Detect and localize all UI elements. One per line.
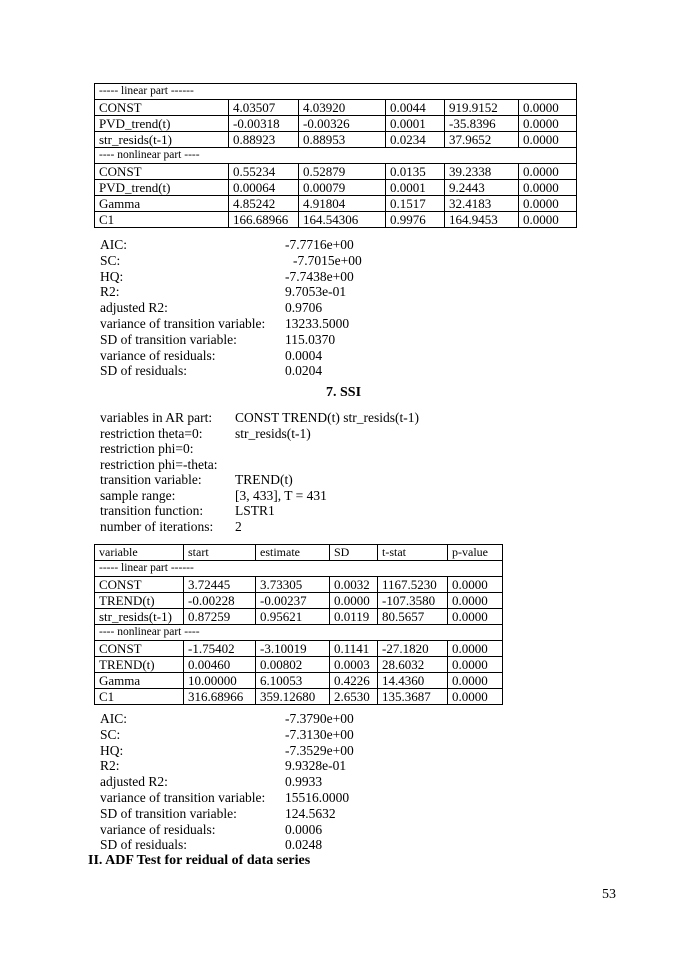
table-cell: 0.9976 bbox=[386, 212, 445, 228]
table-cell: 0.0000 bbox=[448, 577, 503, 593]
page-number: 53 bbox=[602, 887, 616, 902]
table-cell: -107.3580 bbox=[378, 593, 448, 609]
stat-value: 9.7053e-01 bbox=[285, 284, 347, 300]
stat-label: SD of transition variable: bbox=[100, 805, 237, 821]
table-cell: 0.00460 bbox=[184, 657, 256, 673]
table-cell: C1 bbox=[95, 212, 229, 228]
table-cell: 10.00000 bbox=[184, 673, 256, 689]
spec-value: str_resids(t-1) bbox=[235, 425, 311, 441]
table-cell: PVD_trend(t) bbox=[95, 116, 229, 132]
table-cell: 9.2443 bbox=[445, 180, 519, 196]
table-cell: 4.85242 bbox=[229, 196, 299, 212]
spec-label: variables in AR part: bbox=[100, 410, 213, 425]
table-cell: 80.5657 bbox=[378, 609, 448, 625]
table-cell: 4.91804 bbox=[299, 196, 386, 212]
table-cell: PVD_trend(t) bbox=[95, 180, 229, 196]
table-cell: 0.00079 bbox=[299, 180, 386, 196]
table-cell: 0.88953 bbox=[299, 132, 386, 148]
table-cell: 0.88923 bbox=[229, 132, 299, 148]
table-cell: Gamma bbox=[95, 673, 184, 689]
section-label-row bbox=[95, 84, 577, 100]
table-cell: 0.0000 bbox=[519, 180, 577, 196]
table-cell: 0.0001 bbox=[386, 116, 445, 132]
table-row bbox=[95, 673, 503, 689]
table-row bbox=[95, 116, 577, 132]
table-cell: 0.0000 bbox=[519, 116, 577, 132]
stat-value: -7.3529e+00 bbox=[285, 742, 354, 758]
stat-label: adjusted R2: bbox=[100, 774, 168, 790]
stat-label: variance of residuals: bbox=[100, 821, 216, 837]
table-cell: 0.0000 bbox=[448, 657, 503, 673]
stat-label: variance of transition variable: bbox=[100, 789, 266, 805]
spec-value: [3, 433], T = 431 bbox=[235, 487, 327, 503]
column-header: estimate bbox=[256, 545, 330, 561]
stat-value: -7.7438e+00 bbox=[285, 268, 354, 284]
column-header: SD bbox=[330, 545, 378, 561]
section-label-row bbox=[95, 561, 503, 577]
table-cell: 0.4226 bbox=[330, 673, 378, 689]
stat-label: variance of transition variable: bbox=[100, 315, 266, 331]
stat-label: variance of residuals: bbox=[100, 347, 216, 363]
column-header: p-value bbox=[448, 545, 503, 561]
table-cell: -35.8396 bbox=[445, 116, 519, 132]
table-cell: 0.0032 bbox=[330, 577, 378, 593]
table-cell: 0.0000 bbox=[330, 593, 378, 609]
spec-value: LSTR1 bbox=[235, 503, 275, 518]
section-label-row bbox=[95, 625, 503, 641]
table-cell: 0.00802 bbox=[256, 657, 330, 673]
table-cell: 6.10053 bbox=[256, 673, 330, 689]
stat-label: HQ: bbox=[100, 268, 124, 284]
table-cell: 0.0000 bbox=[448, 689, 503, 705]
table-cell: 0.0000 bbox=[448, 673, 503, 689]
table-cell: 14.4360 bbox=[378, 673, 448, 689]
column-header: start bbox=[184, 545, 256, 561]
table-cell: 0.0000 bbox=[448, 641, 503, 657]
stat-label: SD of residuals: bbox=[100, 837, 187, 853]
table-cell: 0.0000 bbox=[519, 132, 577, 148]
column-header: t-stat bbox=[378, 545, 448, 561]
stat-value: -7.7716e+00 bbox=[285, 237, 354, 252]
table-cell: 0.0234 bbox=[386, 132, 445, 148]
stat-value: 13233.5000 bbox=[285, 315, 350, 331]
linear-part-label: ----- linear part ------ bbox=[95, 561, 503, 577]
table-row bbox=[95, 100, 577, 116]
table-row bbox=[95, 577, 503, 593]
table-cell: 0.0003 bbox=[330, 657, 378, 673]
stat-value: 0.0248 bbox=[285, 837, 323, 853]
stat-value: -7.3130e+00 bbox=[285, 726, 354, 742]
table-row bbox=[95, 593, 503, 609]
table-cell: TREND(t) bbox=[95, 593, 184, 609]
table-header-row bbox=[95, 545, 503, 561]
stat-value: 115.0370 bbox=[285, 331, 336, 347]
table-cell: 0.0135 bbox=[386, 164, 445, 180]
table-cell: 39.2338 bbox=[445, 164, 519, 180]
table-cell: 0.1517 bbox=[386, 196, 445, 212]
stat-value: 9.9328e-01 bbox=[285, 758, 347, 774]
stat-label: SD of residuals: bbox=[100, 363, 187, 379]
table-cell: 164.54306 bbox=[299, 212, 386, 228]
table-cell: str_resids(t-1) bbox=[95, 132, 229, 148]
table-cell: 0.0001 bbox=[386, 180, 445, 196]
table-cell: Gamma bbox=[95, 196, 229, 212]
stat-value: 0.9706 bbox=[285, 300, 323, 316]
table-cell: 37.9652 bbox=[445, 132, 519, 148]
spec-label: restriction phi=0: bbox=[100, 441, 194, 456]
table-cell: 0.0000 bbox=[519, 212, 577, 228]
table-row bbox=[95, 132, 577, 148]
spec-label: transition variable: bbox=[100, 472, 202, 487]
table-cell: 0.1141 bbox=[330, 641, 378, 657]
table-cell: -3.10019 bbox=[256, 641, 330, 657]
stat-label: AIC: bbox=[100, 237, 127, 252]
stat-value: 0.9933 bbox=[285, 774, 323, 790]
spec-value: CONST TREND(t) str_resids(t-1) bbox=[235, 410, 419, 425]
table-cell: 0.95621 bbox=[256, 609, 330, 625]
stat-label: R2: bbox=[100, 284, 120, 300]
stat-label: SC: bbox=[100, 726, 121, 742]
table-cell: 0.0044 bbox=[386, 100, 445, 116]
table-cell: 32.4183 bbox=[445, 196, 519, 212]
table-cell: 0.0000 bbox=[519, 100, 577, 116]
section-7-title: 7. SSI bbox=[326, 385, 362, 400]
stat-value: 0.0006 bbox=[285, 821, 323, 837]
estimation-table-2 bbox=[94, 544, 503, 705]
table-cell: 316.68966 bbox=[184, 689, 256, 705]
table-cell: 919.9152 bbox=[445, 100, 519, 116]
table-cell: TREND(t) bbox=[95, 657, 184, 673]
table-cell: 0.0119 bbox=[330, 609, 378, 625]
table-cell: CONST bbox=[95, 641, 184, 657]
table-cell: -27.1820 bbox=[378, 641, 448, 657]
stat-value: -7.3790e+00 bbox=[285, 711, 354, 726]
table-cell: 0.55234 bbox=[229, 164, 299, 180]
table-cell: 3.72445 bbox=[184, 577, 256, 593]
table-cell: 0.0000 bbox=[519, 164, 577, 180]
table-cell: 4.03507 bbox=[229, 100, 299, 116]
table-row bbox=[95, 641, 503, 657]
stat-label: AIC: bbox=[100, 711, 127, 726]
table-cell: CONST bbox=[95, 577, 184, 593]
table-row bbox=[95, 689, 503, 705]
table-cell: 135.3687 bbox=[378, 689, 448, 705]
spec-value: TREND(t) bbox=[235, 472, 293, 487]
spec-label: restriction phi=-theta: bbox=[100, 456, 218, 472]
spec-label: number of iterations: bbox=[100, 518, 214, 534]
table-cell: 1167.5230 bbox=[378, 577, 448, 593]
table-cell: C1 bbox=[95, 689, 184, 705]
table-cell: 0.52879 bbox=[299, 164, 386, 180]
table-cell: -0.00326 bbox=[299, 116, 386, 132]
table-row bbox=[95, 212, 577, 228]
table-cell: -0.00318 bbox=[229, 116, 299, 132]
estimation-table-1 bbox=[94, 83, 577, 228]
stat-label: SC: bbox=[100, 252, 121, 268]
table-cell: 3.73305 bbox=[256, 577, 330, 593]
stat-label: HQ: bbox=[100, 742, 124, 758]
spec-label: restriction theta=0: bbox=[100, 425, 203, 441]
spec-label: transition function: bbox=[100, 503, 204, 518]
stat-value: 15516.0000 bbox=[285, 789, 350, 805]
table-row bbox=[95, 609, 503, 625]
table-cell: 359.12680 bbox=[256, 689, 330, 705]
section-ii-title: II. ADF Test for reidual of data series bbox=[88, 853, 311, 868]
column-header: variable bbox=[95, 545, 184, 561]
nonlinear-part-label: ---- nonlinear part ---- bbox=[95, 148, 577, 164]
stat-value: 0.0204 bbox=[285, 363, 323, 379]
table-row bbox=[95, 164, 577, 180]
nonlinear-part-label: ---- nonlinear part ---- bbox=[95, 625, 503, 641]
table-cell: CONST bbox=[95, 164, 229, 180]
table-row bbox=[95, 180, 577, 196]
table-cell: -0.00228 bbox=[184, 593, 256, 609]
spec-value: 2 bbox=[235, 518, 242, 534]
stat-value: -7.7015e+00 bbox=[293, 252, 362, 268]
table-cell: CONST bbox=[95, 100, 229, 116]
linear-part-label: ----- linear part ------ bbox=[95, 84, 577, 100]
table-cell: 166.68966 bbox=[229, 212, 299, 228]
table-cell: 4.03920 bbox=[299, 100, 386, 116]
table-cell: 0.00064 bbox=[229, 180, 299, 196]
table-cell: -1.75402 bbox=[184, 641, 256, 657]
table-row bbox=[95, 657, 503, 673]
table-cell: 0.0000 bbox=[448, 593, 503, 609]
stat-value: 124.5632 bbox=[285, 805, 336, 821]
table-row bbox=[95, 196, 577, 212]
stat-label: R2: bbox=[100, 758, 120, 774]
table-cell: 164.9453 bbox=[445, 212, 519, 228]
table-cell: 0.87259 bbox=[184, 609, 256, 625]
table-cell: -0.00237 bbox=[256, 593, 330, 609]
stat-label: adjusted R2: bbox=[100, 300, 168, 316]
table-cell: 2.6530 bbox=[330, 689, 378, 705]
table-cell: 0.0000 bbox=[448, 609, 503, 625]
table-cell: 0.0000 bbox=[519, 196, 577, 212]
spec-label: sample range: bbox=[100, 487, 176, 503]
stat-value: 0.0004 bbox=[285, 347, 323, 363]
stat-label: SD of transition variable: bbox=[100, 331, 237, 347]
section-label-row bbox=[95, 148, 577, 164]
table-cell: str_resids(t-1) bbox=[95, 609, 184, 625]
table-cell: 28.6032 bbox=[378, 657, 448, 673]
